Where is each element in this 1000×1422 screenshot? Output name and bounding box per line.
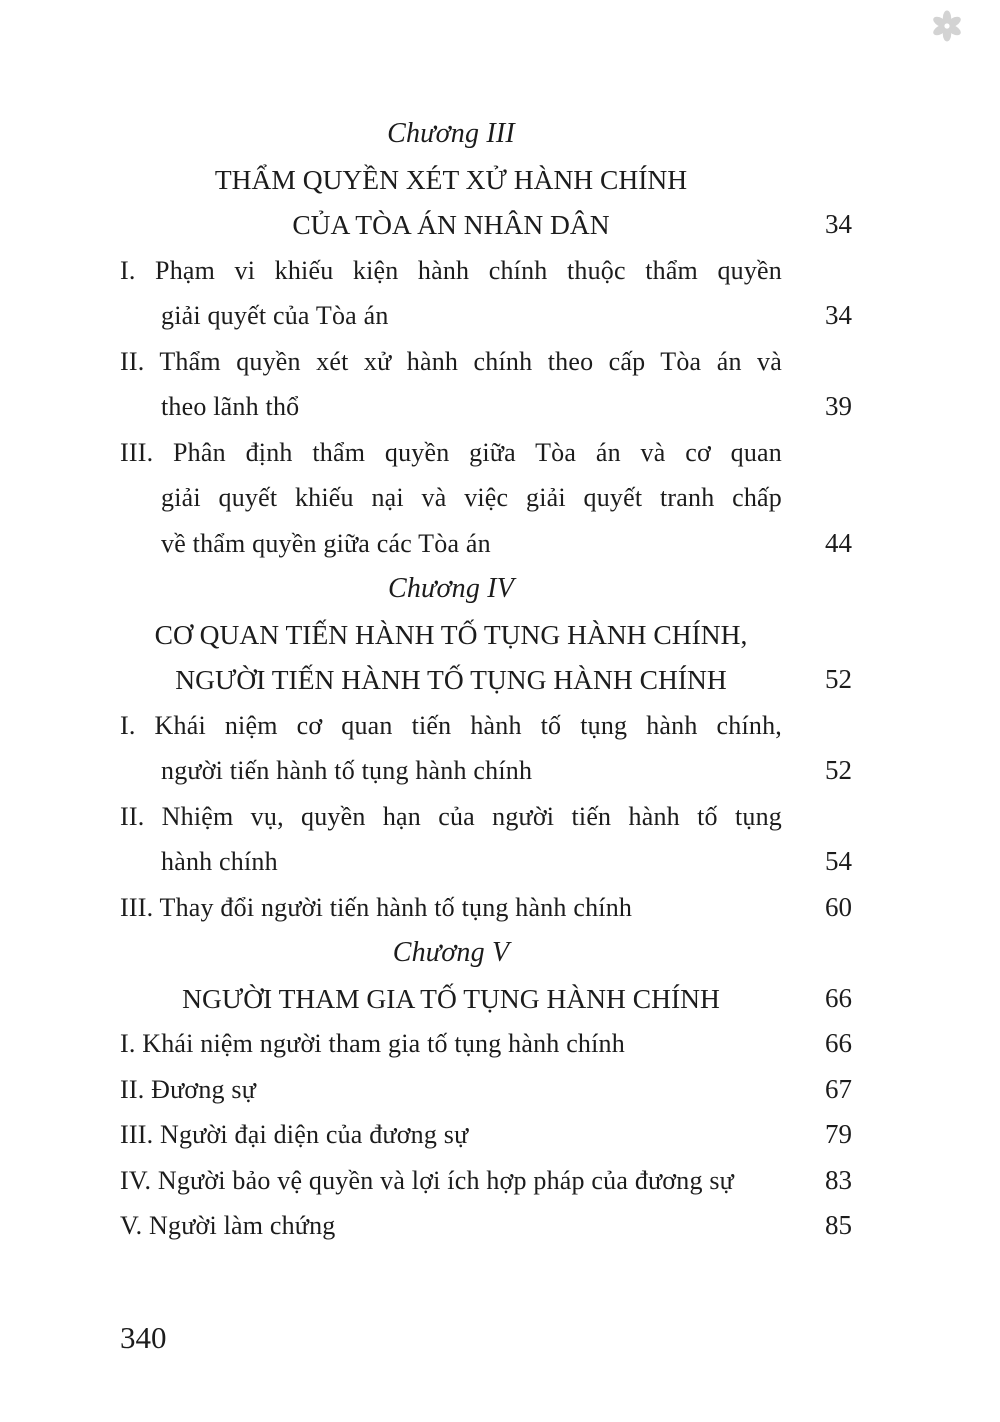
toc-line — [120, 384, 852, 430]
toc-page-number: 79 — [825, 1119, 852, 1149]
toc-line — [120, 111, 852, 157]
chapter-heading: CỦA TÒA ÁN NHÂN DÂN — [292, 209, 610, 240]
toc-entry-text: III. Phân định thẩm quyền giữa Tòa án và cơ quan — [120, 437, 782, 467]
footer-page-number: 340 — [120, 1320, 167, 1355]
toc-line — [120, 1067, 852, 1113]
toc-page-number: 60 — [825, 891, 852, 922]
toc-line — [120, 976, 852, 1022]
chapter-heading: Chương IV — [387, 573, 515, 604]
toc-page-number: 34 — [825, 300, 852, 330]
toc-entry-text: I. Khái niệm cơ quan tiến hành tố tụng hành chính, — [120, 710, 782, 740]
toc-entry-text: II. Thẩm quyền xét xử hành chính theo cấp Tòa án và — [120, 346, 782, 376]
toc-line — [120, 885, 852, 931]
toc-line — [120, 1112, 852, 1158]
toc-page-number: 54 — [825, 846, 852, 876]
flower-icon — [931, 10, 963, 42]
toc-entry-text: I. Khái niệm người tham gia tố tụng hành chính — [120, 1029, 625, 1058]
chapter-heading: NGƯỜI TIẾN HÀNH TỐ TỤNG HÀNH CHÍNH — [175, 664, 727, 695]
toc-line — [120, 475, 852, 521]
toc-line — [120, 1021, 852, 1067]
toc-line — [120, 202, 852, 248]
table-of-contents — [120, 111, 852, 1249]
toc-page-number: 66 — [825, 1028, 852, 1058]
toc-entry-text: theo lãnh thổ — [161, 392, 300, 421]
toc-line — [120, 657, 852, 703]
toc-entry-text: II. Đương sự — [120, 1074, 257, 1104]
toc-line — [120, 794, 852, 840]
chapter-heading: Chương V — [392, 937, 510, 968]
toc-line — [120, 1203, 852, 1249]
toc-line — [120, 248, 852, 294]
toc-page-number: 44 — [825, 527, 852, 558]
toc-entry-text: I. Phạm vi khiếu kiện hành chính thuộc thẩm quyền — [120, 255, 782, 285]
chapter-heading: NGƯỜI THAM GIA TỐ TỤNG HÀNH CHÍNH — [182, 982, 720, 1014]
toc-entry-text: giải quyết khiếu nại và việc giải quyết tranh chấp — [161, 483, 782, 512]
toc-line — [120, 157, 852, 203]
toc-page-number: 52 — [825, 755, 852, 785]
toc-line — [120, 612, 852, 658]
toc-line — [120, 1158, 852, 1204]
toc-line — [120, 521, 852, 567]
toc-page-number: 52 — [825, 664, 852, 694]
chapter-heading: Chương III — [387, 118, 515, 149]
toc-page-number: 67 — [825, 1073, 852, 1104]
toc-entry-text: người tiến hành tố tụng hành chính — [161, 756, 533, 785]
chapter-heading: THẨM QUYỀN XÉT XỬ HÀNH CHÍNH — [214, 163, 688, 195]
toc-line — [120, 339, 852, 385]
toc-entry-text: hành chính — [161, 847, 278, 876]
toc-line — [120, 839, 852, 885]
toc-line — [120, 293, 852, 339]
toc-entry-text: III. Người đại diện của đương sự — [120, 1120, 469, 1149]
toc-entry-text: về thẩm quyền giữa các Tòa án — [161, 528, 491, 558]
toc-entry-text: IV. Người bảo vệ quyền và lợi ích hợp pháp của đương sự — [120, 1165, 734, 1195]
toc-entry-text: II. Nhiệm vụ, quyền hạn của người tiến hành tố tụng — [120, 801, 782, 831]
toc-entry-text: giải quyết của Tòa án — [161, 301, 389, 330]
toc-page-number: 85 — [825, 1210, 852, 1240]
toc-entry-text: III. Thay đổi người tiến hành tố tụng hành chính — [120, 892, 633, 922]
toc-line — [120, 748, 852, 794]
toc-line — [120, 703, 852, 749]
toc-entry-text: V. Người làm chứng — [120, 1211, 336, 1240]
toc-page-number: 83 — [825, 1164, 852, 1195]
toc-page-number: 34 — [825, 209, 852, 239]
chapter-heading: CƠ QUAN TIẾN HÀNH TỐ TỤNG HÀNH CHÍNH, — [154, 618, 748, 650]
toc-line — [120, 566, 852, 612]
toc-page-number: 39 — [825, 391, 852, 421]
toc-page-number: 66 — [825, 982, 852, 1013]
toc-line — [120, 930, 852, 976]
toc-line — [120, 430, 852, 476]
